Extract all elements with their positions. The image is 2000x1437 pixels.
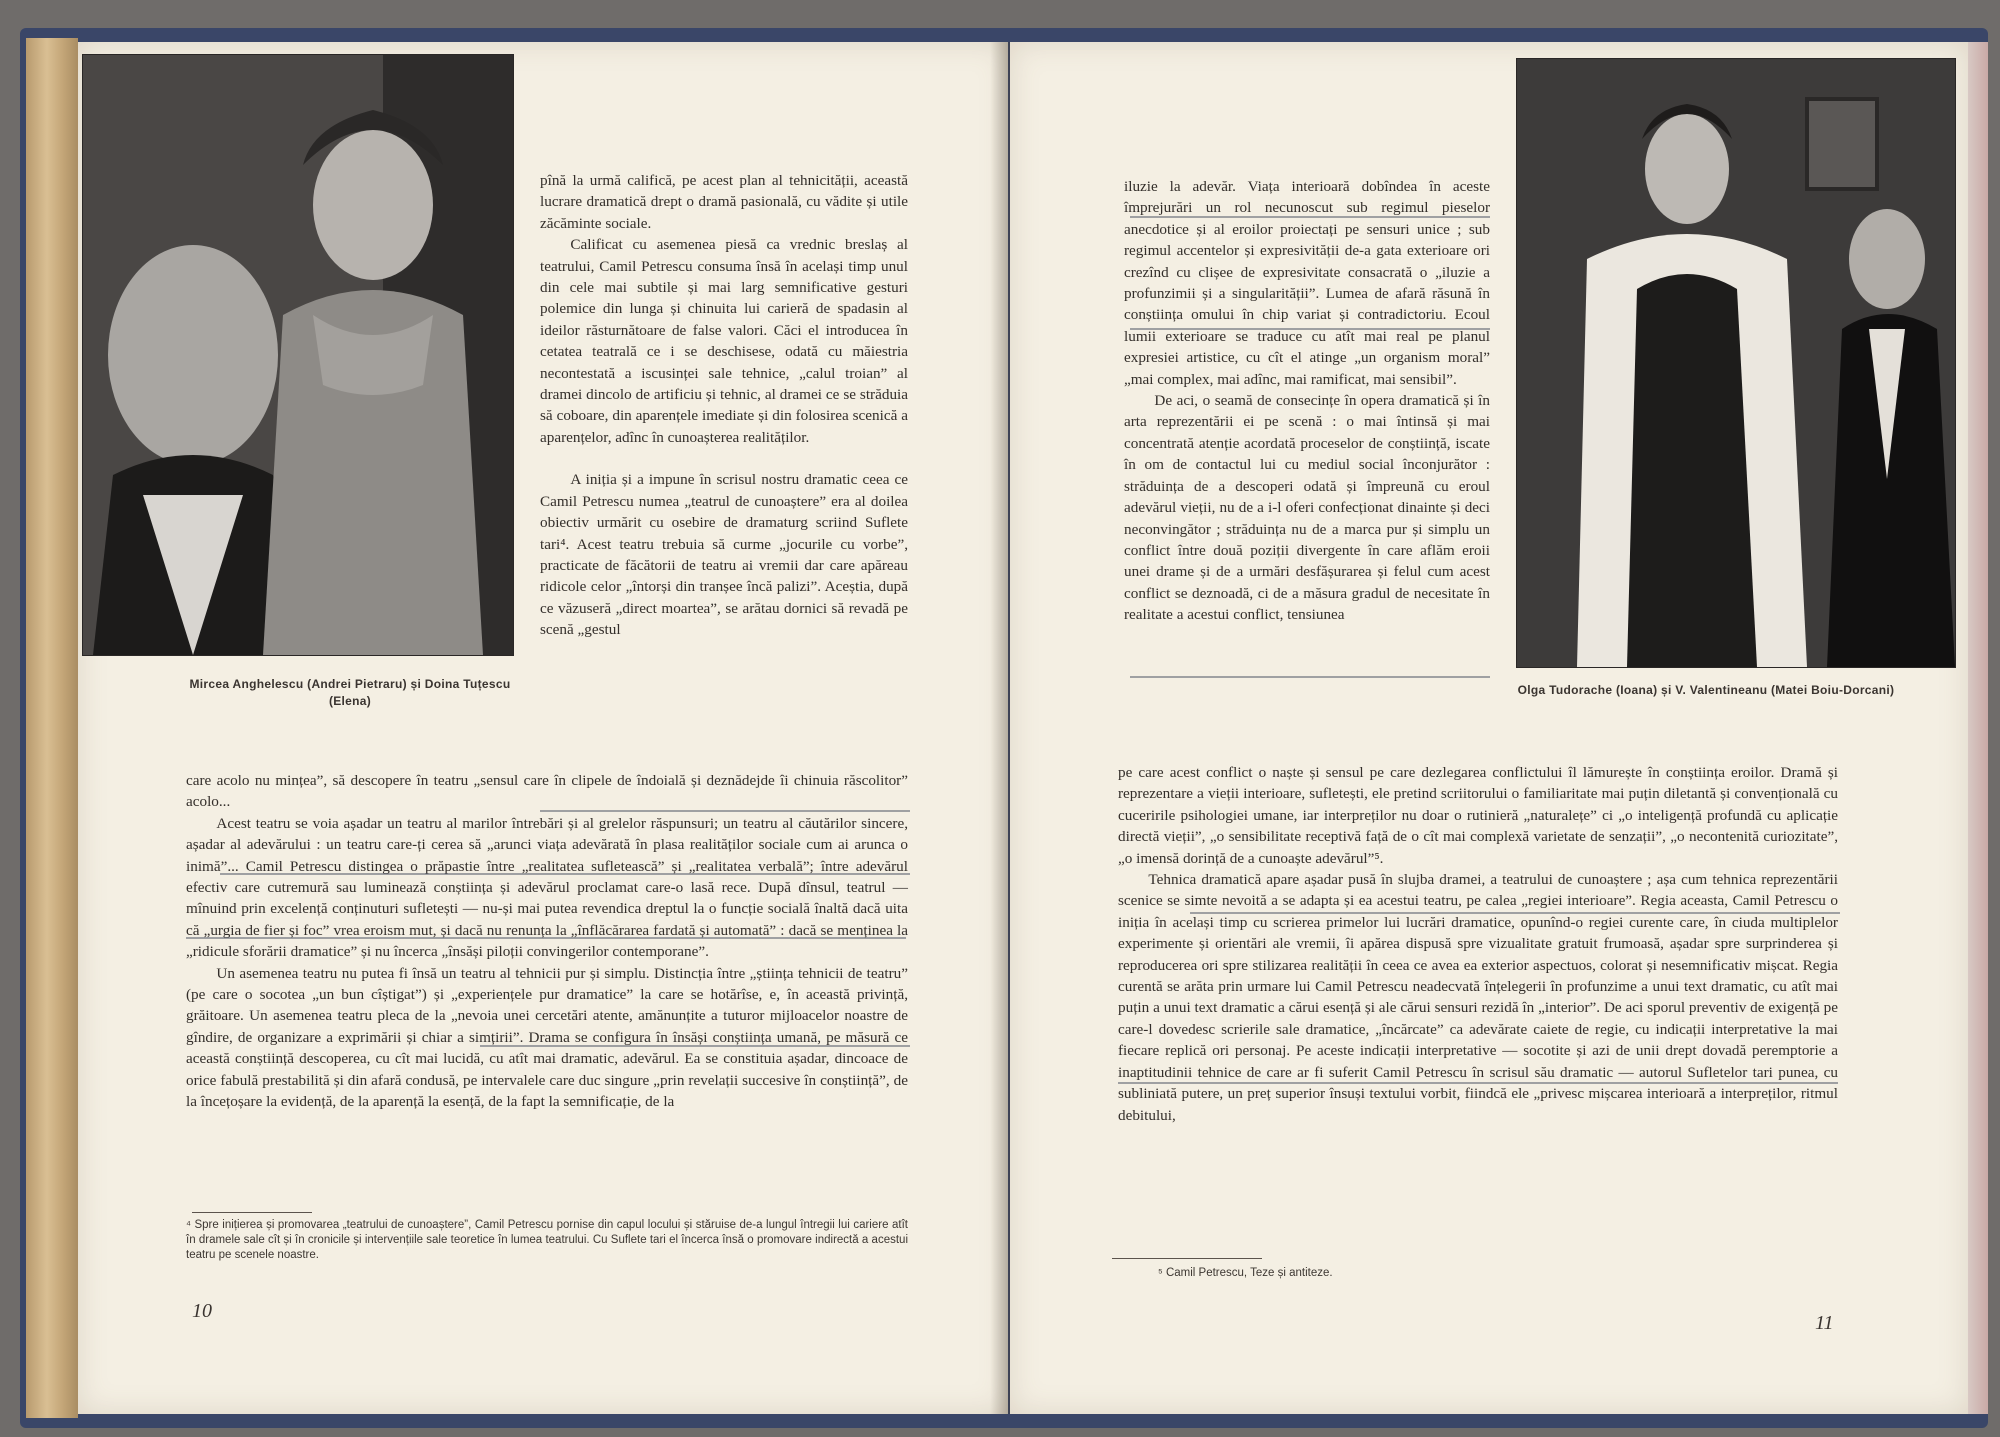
left-footnote-rule: [192, 1212, 312, 1213]
left-page-number: 10: [192, 1300, 212, 1322]
pencil-mark: [186, 937, 906, 939]
left-full-paragraph-1: care acolo nu mințea”, să descopere în teatru „sensul care în clipele de îndoială și deznădejde îi chinuia răscolitor” acolo...: [186, 772, 908, 811]
right-full-width-text: [1118, 762, 1838, 1126]
right-column-paragraph-1: iluzie la adevăr. Viața interioară dobîndea în aceste împrejurări un rol necunoscut sub regimul pieselor anecdotice și al eroilor proiectați pe sensuri unice ; sub regimul accentelor și expresivității de-a gata exterioare ori crezînd cu clișee de expresivitate consacrată o „iluzie a profunzimii și a singularității”. Lumea de afară răsună în conștiința omului în chip variat și contradictoriu. Ecoul lumii exterioare se traduce cu atît mai real pe planul expresiei artistice, cu cît el atinge „un organism moral” „mai complex, mai adînc, mai ramificat, mai sensibil”.: [1124, 178, 1490, 388]
right-page-number: 11: [1815, 1312, 1834, 1334]
left-full-width-text: [186, 770, 908, 1113]
left-column-text: [540, 170, 908, 641]
pencil-mark: [1118, 1082, 1838, 1084]
left-column-paragraph-2: Calificat cu asemenea piesă ca vrednic breslaș al teatrului, Camil Petrescu consuma însă în același timp unul din cele mai subtile și mai larg semnificative gesturi polemice din lunga și chinuita lui carieră de spadasin al ideilor răsturnătoare de false valori. Căci el introducea în cetatea teatrală ce i se deschisese, odată cu măiestria necontestată a iscusinței sale tehnice, „calul troian” al dramei dincolo de artificiu și tehnic, al dramei ce se străduia să coboare, din aparențele imediate și din folosirea scenică a aparențelor, adînc în cunoașterea realităților.: [540, 236, 908, 446]
page-edges-left: [26, 38, 78, 1418]
right-photo-caption: Olga Tudorache (Ioana) și V. Valentineanu (Matei Boiu-Dorcani): [1517, 683, 1895, 697]
pencil-mark: [220, 873, 910, 875]
pencil-mark: [1130, 676, 1490, 678]
left-photo-caption: Mircea Anghelescu (Andrei Pietraru) și Doina Tuțescu (Elena): [189, 677, 511, 708]
page-edges-right: [1968, 42, 1988, 1414]
left-column-paragraph-3: A iniția și a impune în scrisul nostru dramatic ceea ce Camil Petrescu numea „teatrul de cunoaștere” era al doilea obiectiv urmărit cu osebire de dramaturg scriind Suflete tari⁴. Acest teatru trebuia să curme „jocurile cu vorbe”, practicate de făcătorii de teatru ai vremii dar care apăreau ridicole celor „întorși din tranșee încă palizi”. Aceștia, după ce văzuseră „direct moartea”, se arătau dornici să revadă pe scenă „gestul: [540, 471, 908, 639]
right-footnote: ⁵ Camil Petrescu, Teze și antiteze.: [1158, 1267, 1333, 1279]
right-full-paragraph-1: pe care acest conflict o naște și sensul pe care dezlegarea conflictului îl lămurește în conștiința eroilor. Dramă și reprezentare a vieții interioare, sufletești, ele pretind scriitorului o familiaritate mai puțin diletantă și convențională cu cuceririle psihologiei umane, iar interpreților nu doar o rutinieră „naturalețe” ci „o inteligență profundă cu aplicație directă vieții”, „o sensibilitate receptivă față de o cît mai complexă varietate de senzații”, „o necontenită curiozitate”, „o imensă dorință de a cunoaște adevărul”⁵.: [1118, 764, 1838, 867]
right-footnote-rule: [1112, 1258, 1262, 1259]
left-full-paragraph-2: Acest teatru se voia așadar un teatru al marilor întrebări și al grelelor răspunsuri; un teatru al căutărilor sincere, așadar al adevărului : un teatru care-ți cerea să „arunci viața adevărată în plasa realităților sociale cum ai arunca o inimă”... Camil Petrescu distingea o prăpastie între „realitatea sufletească” și „realitatea verbală”; între adevărul efectiv care cutremură sau luminează conștiința și adevărul proclamat care-o lasă rece. După dînsul, teatrul — mînuind prin excelență conținuturi sufletești — nu-și mai putea revendica dreptul la o funcție socială înaltă dacă uita că „urgia de fier și foc” vrea eroism mut, și dacă nu renunța la „înflăcărarea fardată și automată” : dacă se menținea la „ridicule sforării dramatice” și nu încerca „însăși piloții convingerilor contemporane”.: [186, 814, 908, 961]
left-column-paragraph-1: pînă la urmă califică, pe acest plan al tehnicității, această lucrare dramatică drept o dramă pasională, cu vădite și utile zăcăminte sociale.: [540, 172, 908, 232]
pencil-mark: [480, 1045, 910, 1047]
right-column-paragraph-2: De aci, o seamă de consecințe în opera dramatică și în arta reprezentării ei pe scenă : o mai întinsă și mai concentrată atenție acordată proceselor de conștiință, iscate în om de contactul lui cu mediul social înconjurător : străduința de a descoperi odată și împreună cu eroul adevărul vieții, nu de a i-l oferi confecționat dinainte și deci neconvingător ; străduința nu de a marca pur și simplu un conflict între două poziții divergente în care aflăm eroii unei drame și de a urmări desfășurarea și felul cum acest conflict se deznoadă, ci de a măsura gradul de necesitate în realitate a acestui conflict, tensiunea: [1124, 392, 1490, 624]
pencil-mark: [1190, 912, 1840, 914]
right-full-paragraph-2: Tehnica dramatică apare așadar pusă în slujba dramei, a teatrului de cunoaștere ; așa cum tehnica reprezentării scenice se simte nevoită a se adapta și ea acestui teatru, pe calea „regiei interioare”. Regia aceasta, Camil Petrescu o iniția în același timp cu scrierea primelor lui lucrări dramatice, opunînd-o regiei curente care, în ciuda multiplelor experimente și orientări ale vremii, îi apărea dispusă spre vizualitate gratuit frumoasă, așadar spre surprinderea și reproducerea ori spre stilizarea realității în ceea ce avea ea exterior aspectuos, colorat și nesemnificativ mișcat. Regia curentă se arăta prin urmare lui Camil Petrescu neadecvată înțelegerii în profunzime a unui text dramatic, cu atît mai puțin a unui text dramatic a cărui esență și ale cărui sensuri rezidă în „interior”. De aci sporul preventiv de exigență pe care-l dovedesc scrierile sale dramatice, „încărcate” ca adevărate caiete de regie, cu indicații interpretative la mai fiecare replică ori personaj. Pe aceste indicații interpretative — socotite și azi de unii drept dovadă peremptorie a inaptitudinii tehnice de care ar fi suferit Camil Petrescu în scrisul său dramatic — autorul Sufletelor tari punea, cu subliniată putere, un preț superior însuși textului vorbit, fiindcă ele „privesc mișcarea interioară a interpreților, ritmul debitului,: [1118, 871, 1838, 1124]
left-photo-image: [83, 55, 513, 655]
right-photo-image: [1517, 59, 1955, 667]
left-footnote: ⁴ Spre inițierea și promovarea „teatrului de cunoaștere”, Camil Petrescu pornise din capul locului și stăruise de-a lungul întregii lui cariere atît în dramele sale cît și în cronicile și intervențiile sale teoretice în lumea teatrului. Cu Suflete tari el încerca însă o promovare indirectă a acestui teatru pe scenele noastre.: [186, 1219, 908, 1261]
right-column-text: [1124, 176, 1490, 626]
pencil-mark: [540, 810, 910, 812]
pencil-mark: [1130, 328, 1490, 330]
right-photo: [1516, 58, 1956, 668]
left-full-paragraph-3: Un asemenea teatru nu putea fi însă un teatru al tehnicii pur și simplu. Distincția între „știința tehnicii de teatru” (pe care o socotea „un bun cîștigat”) și „experiențele pur dramatice” la care se hotărîse, e, în această privință, grăitoare. Un asemenea teatru pleca de la „nevoia unei cercetări atente, amănunțite a tuturor mijloacelor noastre de gîndire, de organizare a exprimării și chiar a simțirii”. Drama se configura în însăși conștiința umană, pe măsură ce această conștiință descoperea, cu cît mai lucidă, cu atît mai dramatic, adevărul. Ea se constituia așadar, dincoace de orice fabulă prestabilită și din afară condusă, pe intervalele care duc singure „prin revelații succesive în conștiință”, de la încețoșare la evidență, de la aparență la esență, de la fapt la semnificație, de la: [186, 964, 908, 1111]
left-photo: [82, 54, 514, 656]
pencil-mark: [1130, 216, 1490, 218]
